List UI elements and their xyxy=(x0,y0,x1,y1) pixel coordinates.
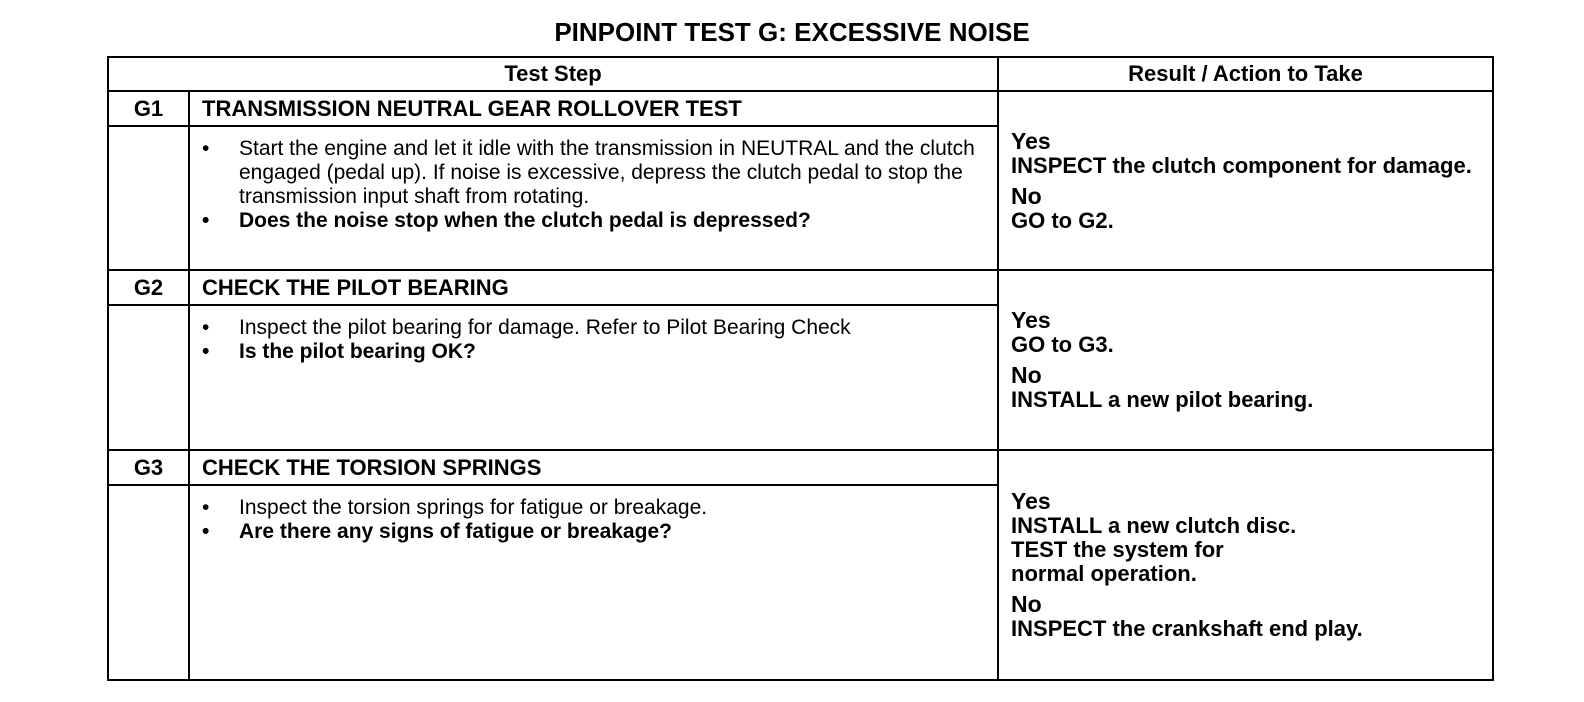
no-action: GO to G2. xyxy=(1011,207,1114,233)
step-g2-header-row xyxy=(108,270,1493,305)
instruction-bullet: • Inspect the pilot bearing for damage. Refer to Pilot Bearing Check xyxy=(202,316,997,340)
yes-action-line: normal operation. xyxy=(1011,561,1197,586)
page-title: PINPOINT TEST G: EXCESSIVE NOISE xyxy=(554,17,1030,47)
table-header-row xyxy=(108,57,1493,91)
step-name: CHECK THE TORSION SPRINGS xyxy=(189,450,998,485)
step-reference: G2 xyxy=(1078,207,1108,233)
question-bullet: • Are there any signs of fatigue or breakage? xyxy=(202,520,997,544)
yes-action: INSPECT the clutch component for damage. xyxy=(1011,152,1472,178)
step-g3-header-row xyxy=(108,450,1493,485)
yes-label: Yes xyxy=(1011,127,1051,154)
step-id-spacer xyxy=(108,305,189,450)
step-id-spacer xyxy=(108,485,189,680)
step-name: TRANSMISSION NEUTRAL GEAR ROLLOVER TEST xyxy=(189,91,998,126)
step-g3-result xyxy=(998,450,1493,680)
no-action: INSTALL a new pilot bearing. xyxy=(1011,387,1314,412)
instruction-bullet: • Start the engine and let it idle with the transmission in NEUTRAL and the clutch engaged (pedal up). If noise is excessive, depress the clutch pedal to stop the transmission input shaft from rotating. xyxy=(202,137,997,209)
yes-action-line: INSTALL a new clutch disc. xyxy=(1011,513,1297,538)
no-label: No xyxy=(1011,362,1042,388)
step-id: G2 xyxy=(108,270,189,305)
step-id: G3 xyxy=(108,450,189,485)
step-g1-result xyxy=(998,91,1493,270)
yes-label: Yes xyxy=(1011,307,1051,333)
pinpoint-test-table xyxy=(107,56,1494,681)
step-id: G1 xyxy=(108,91,189,126)
step-reference: G3 xyxy=(1078,332,1108,357)
no-label: No xyxy=(1011,591,1042,617)
step-g1-header-row xyxy=(108,91,1493,126)
question-bullet: • Is the pilot bearing OK? xyxy=(202,340,997,364)
step-g1-instructions xyxy=(189,126,998,270)
no-label: No xyxy=(1011,182,1042,209)
instruction-bullet: • Inspect the torsion springs for fatigue or breakage. xyxy=(202,496,997,520)
no-action: INSPECT the crankshaft end play. xyxy=(1011,616,1363,641)
test-step-header: Test Step xyxy=(108,57,998,91)
step-g3-instructions xyxy=(189,485,998,680)
yes-action: GO to G3. xyxy=(1011,332,1114,357)
step-name: CHECK THE PILOT BEARING xyxy=(189,270,998,305)
step-g2-instructions xyxy=(189,305,998,450)
yes-action-line: TEST the system for xyxy=(1011,537,1224,562)
step-id-spacer xyxy=(108,126,189,270)
step-g2-result xyxy=(998,270,1493,450)
result-action-header: Result / Action to Take xyxy=(998,57,1493,91)
yes-label: Yes xyxy=(1011,488,1051,514)
question-bullet: • Does the noise stop when the clutch pedal is depressed? xyxy=(202,209,997,233)
